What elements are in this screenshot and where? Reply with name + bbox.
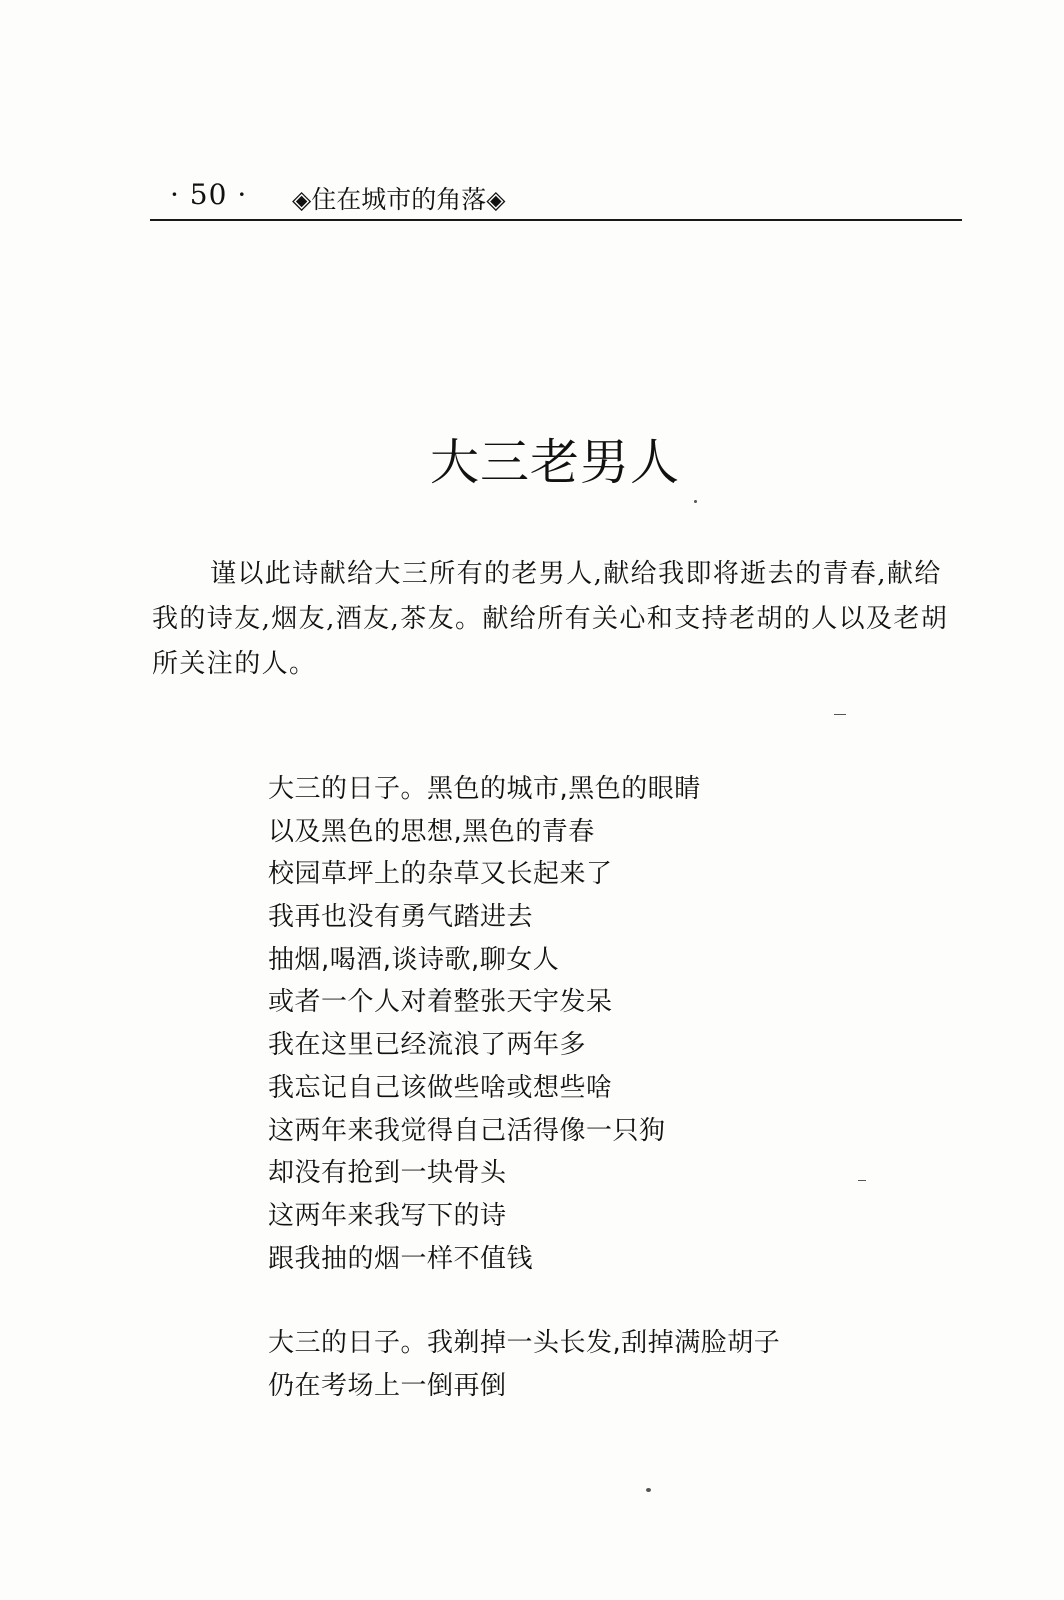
running-header — [150, 176, 962, 218]
poem-line: 这两年来我写下的诗 — [268, 1200, 507, 1231]
poem-line: 抽烟,喝酒,谈诗歌,聊女人 — [268, 944, 560, 975]
scan-speck — [646, 1488, 651, 1492]
chapter-title: 大三老男人 — [429, 434, 680, 491]
poem-line: 或者一个人对着整张天宇发呆 — [268, 987, 613, 1018]
poem-line: 以及黑色的思想,黑色的青春 — [268, 816, 595, 847]
poem-line: 却没有抢到一块骨头 — [268, 1158, 507, 1189]
poem-line: 我再也没有勇气踏进去 — [268, 902, 534, 933]
scan-speck — [834, 714, 846, 715]
poem-stanza-1 — [268, 768, 908, 1280]
dedication-paragraph: 谨以此诗献给大三所有的老男人,献给我即将逝去的青春,献给我的诗友,烟友,酒友,茶友。献给所有关心和支持老胡的人以及老胡所关注的人。 — [152, 559, 949, 679]
poem-line: 这两年来我觉得自己活得像一只狗 — [268, 1115, 666, 1146]
scan-speck — [694, 500, 697, 503]
poem-line: 校园草坪上的杂草又长起来了 — [268, 859, 613, 890]
poem — [268, 768, 908, 1450]
poem-line: 大三的日子。黑色的城市,黑色的眼睛 — [268, 774, 701, 804]
header-rule — [150, 219, 962, 221]
poem-line: 我忘记自己该做些啥或想些啥 — [268, 1072, 613, 1103]
poem-line: 仍在考场上一倒再倒 — [268, 1370, 507, 1401]
poem-line: 跟我抽的烟一样不值钱 — [268, 1243, 534, 1274]
poem-stanza-2 — [268, 1322, 908, 1407]
scan-speck — [858, 1180, 866, 1181]
poem-line: 我在这里已经流浪了两年多 — [268, 1030, 587, 1061]
poem-line: 大三的日子。我剃掉一头长发,刮掉满脸胡子 — [268, 1328, 781, 1359]
book-title: ◈住在城市的角落◈ — [292, 185, 506, 214]
page-number: · 50 · — [170, 178, 248, 211]
